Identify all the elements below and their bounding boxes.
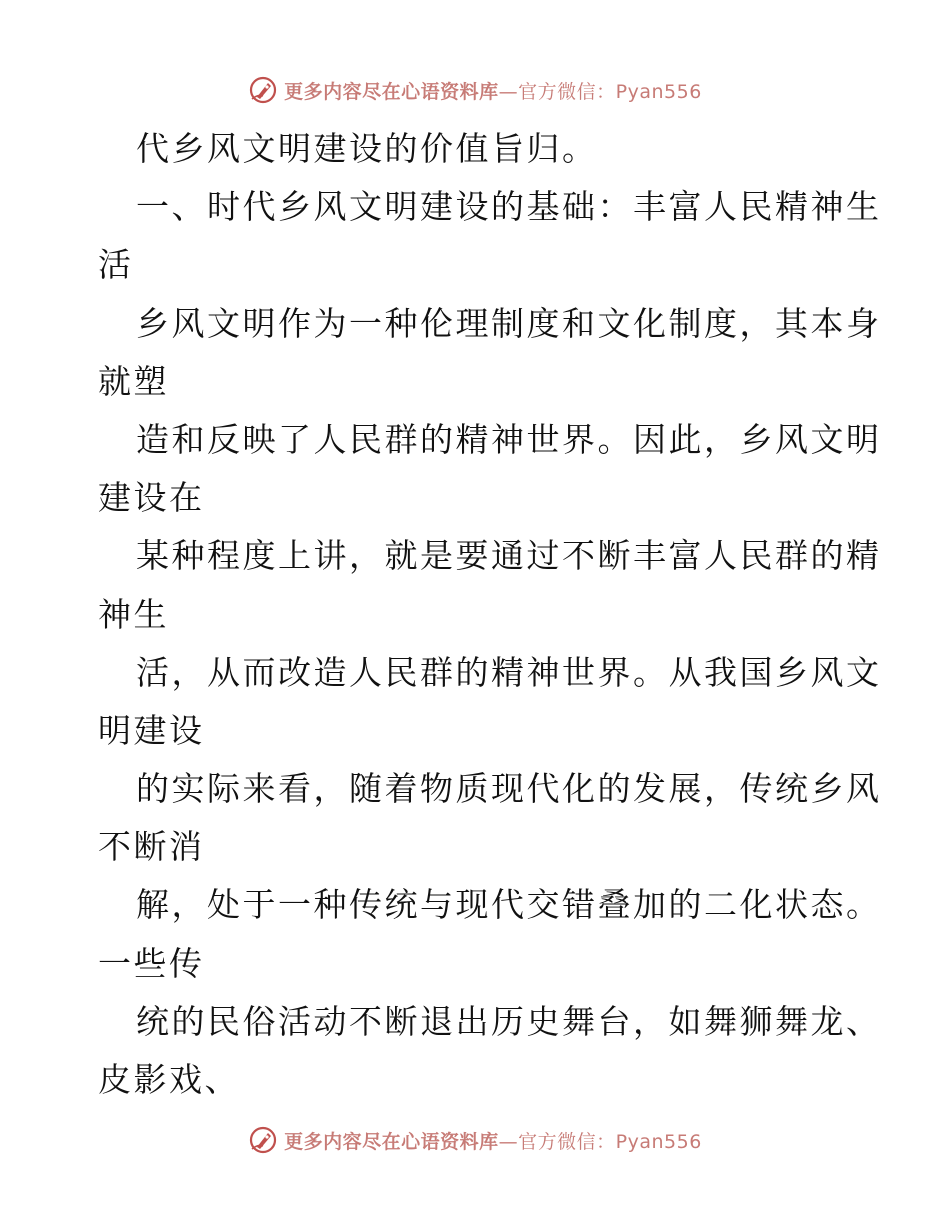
paragraph-line: 乡风文明作为一种伦理制度和文化制度，其本身 (136, 303, 882, 343)
paragraph-line: 统的民俗活动不断退出历史舞台，如舞狮舞龙、 (136, 1001, 882, 1041)
paragraph-line: 皮影戏、 (98, 1060, 240, 1099)
paragraph-line: 造和反映了人民群的精神世界。因此，乡风文明 (136, 419, 882, 459)
header-watermark (0, 70, 950, 110)
section-heading-line: 一、时代乡风文明建设的基础：丰富人民精神生 (136, 187, 882, 227)
footer-watermark (0, 1120, 950, 1160)
paragraph-line: 建设在 (98, 478, 205, 518)
paragraph-line: 不断消 (98, 827, 205, 867)
section-heading-line: 活 (98, 245, 134, 285)
pen-nib-logo-icon (248, 75, 278, 105)
document-body (98, 120, 882, 1109)
watermark-dash: — (498, 1130, 519, 1153)
watermark-main-text: 更多内容尽在心语资料库 (284, 1130, 499, 1153)
paragraph-line: 某种程度上讲，就是要通过不断丰富人民群的精 (136, 536, 882, 576)
watermark-wechat-text: 官方微信：Pyan556 (518, 1130, 702, 1153)
paragraph-line: 的实际来看，随着物质现代化的发展，传统乡风 (136, 769, 882, 809)
paragraph-line: 解，处于一种传统与现代交错叠加的二化状态。 (136, 885, 882, 925)
paragraph-line: 一些传 (98, 943, 205, 983)
paragraph-line: 代乡风文明建设的价值旨归。 (136, 129, 598, 168)
watermark-main-text: 更多内容尽在心语资料库 (284, 80, 499, 103)
paragraph-line: 明建设 (98, 710, 205, 750)
pen-nib-logo-icon (248, 1125, 278, 1155)
watermark-wechat-text: 官方微信：Pyan556 (518, 80, 702, 103)
paragraph-line: 活，从而改造人民群的精神世界。从我国乡风文 (136, 652, 882, 692)
paragraph-line: 就塑 (98, 361, 169, 401)
paragraph-line: 神生 (98, 594, 169, 634)
watermark-dash: — (498, 80, 519, 103)
